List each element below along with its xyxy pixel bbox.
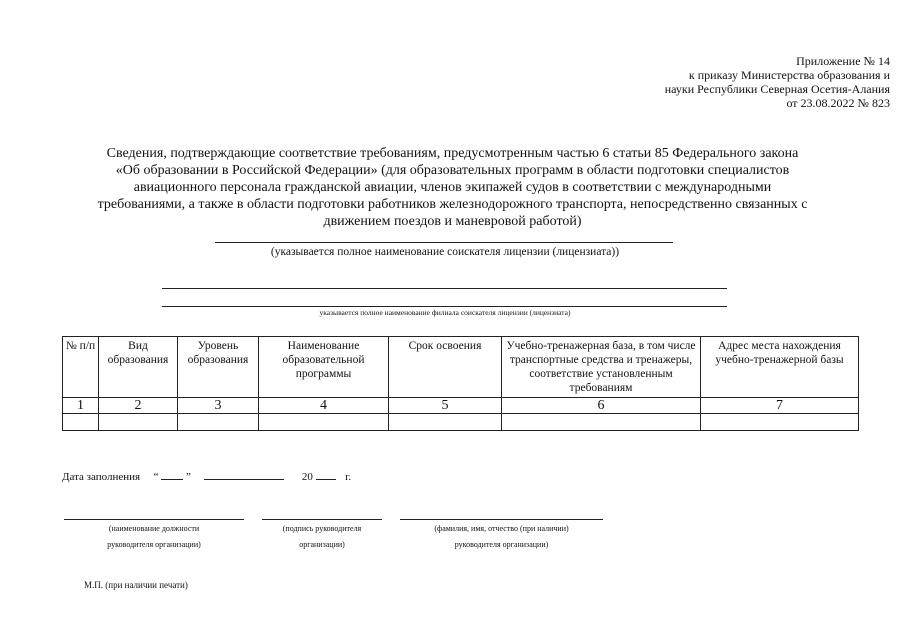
date-open-quote: “: [153, 471, 159, 483]
position-caption-line: руководителя организации): [107, 540, 201, 549]
table-number-row: [63, 398, 859, 414]
title-line: авиационного персонала гражданской авиации, членов экипажей судов в соответствии с международными: [133, 180, 772, 195]
position-caption-line: (наименование должности: [108, 524, 200, 533]
title-line: «Об образовании в Российской Федерации» (для образовательных программ в области подготовки специалистов: [115, 163, 790, 178]
table-cell[interactable]: [389, 414, 502, 431]
position-caption: [64, 521, 244, 553]
col-number-cell: 5: [389, 398, 502, 414]
licensee-caption: (указывается полное наименование соискателя лицензии (лицензиата)): [270, 246, 620, 258]
col-number-cell: 6: [502, 398, 701, 414]
stamp-note: М.П. (при наличии печати): [84, 580, 188, 590]
branch-name-line-2[interactable]: [162, 306, 727, 307]
appendix-line: от 23.08.2022 № 823: [786, 96, 890, 110]
col-header-duration: Срок освоения: [389, 337, 502, 398]
table-row: [63, 414, 859, 431]
full-name-caption: [400, 521, 603, 553]
date-close-quote: ”: [185, 471, 191, 483]
full-name-caption-line: (фамилия, имя, отчество (при наличии): [434, 524, 569, 533]
appendix-block: [560, 54, 890, 110]
date-year-prefix: 20: [301, 471, 313, 483]
table-cell[interactable]: [502, 414, 701, 431]
full-name-caption-line: руководителя организации): [454, 540, 549, 549]
table-cell[interactable]: [259, 414, 389, 431]
info-table: [62, 336, 859, 431]
col-number-cell: 2: [99, 398, 178, 414]
branch-caption: указывается полное наименование филиала соискателя лицензии (лицензиата): [319, 308, 571, 317]
licensee-name-line[interactable]: [215, 242, 673, 243]
full-name-line[interactable]: [400, 519, 603, 520]
col-header-program-name: Наименование образовательной программы: [259, 337, 389, 398]
signature-caption-line: (подпись руководителя: [282, 524, 362, 533]
col-header-training-base: Учебно-тренажерная база, в том числе транспортные средства и тренажеры, соответствие установленным требованиям: [502, 337, 701, 398]
signature-line[interactable]: [262, 519, 382, 520]
title-line: Сведения, подтверждающие соответствие требованиям, предусмотренным частью 6 статьи 85 Федерального закона: [106, 146, 799, 161]
appendix-line: науки Республики Северная Осетия-Алания: [664, 82, 890, 96]
table-cell[interactable]: [701, 414, 859, 431]
col-number-cell: 1: [63, 398, 99, 414]
col-header-education-level: Уровень образования: [178, 337, 259, 398]
col-number-cell: 7: [701, 398, 859, 414]
document-title: [40, 145, 865, 230]
table-cell[interactable]: [63, 414, 99, 431]
table-cell[interactable]: [99, 414, 178, 431]
date-label: Дата заполнения: [62, 471, 141, 483]
appendix-line: Приложение № 14: [796, 54, 890, 68]
table-cell[interactable]: [178, 414, 259, 431]
date-year-suffix: г.: [345, 471, 352, 483]
signature-caption-line: организации): [299, 540, 345, 549]
date-month-field[interactable]: [204, 468, 284, 480]
col-number-cell: 4: [259, 398, 389, 414]
date-year-field[interactable]: [316, 468, 336, 480]
title-line: движением поездов и маневровой работой): [323, 214, 582, 229]
date-day-field[interactable]: [161, 468, 183, 480]
signature-caption: [262, 521, 382, 553]
col-number-cell: 3: [178, 398, 259, 414]
col-header-base-address: Адрес места нахождения учебно-тренажерной базы: [701, 337, 859, 398]
title-line: требованиями, а также в области подготовки работников железнодорожного транспорта, непосредственно связанных с: [97, 197, 808, 212]
position-line[interactable]: [64, 519, 244, 520]
branch-name-line-1[interactable]: [162, 288, 727, 289]
table-header-row: [63, 337, 859, 398]
col-header-education-type: Вид образования: [99, 337, 178, 398]
appendix-line: к приказу Министерства образования и: [688, 68, 890, 82]
col-header-number: № п/п: [63, 337, 99, 398]
fill-date: [62, 468, 351, 483]
